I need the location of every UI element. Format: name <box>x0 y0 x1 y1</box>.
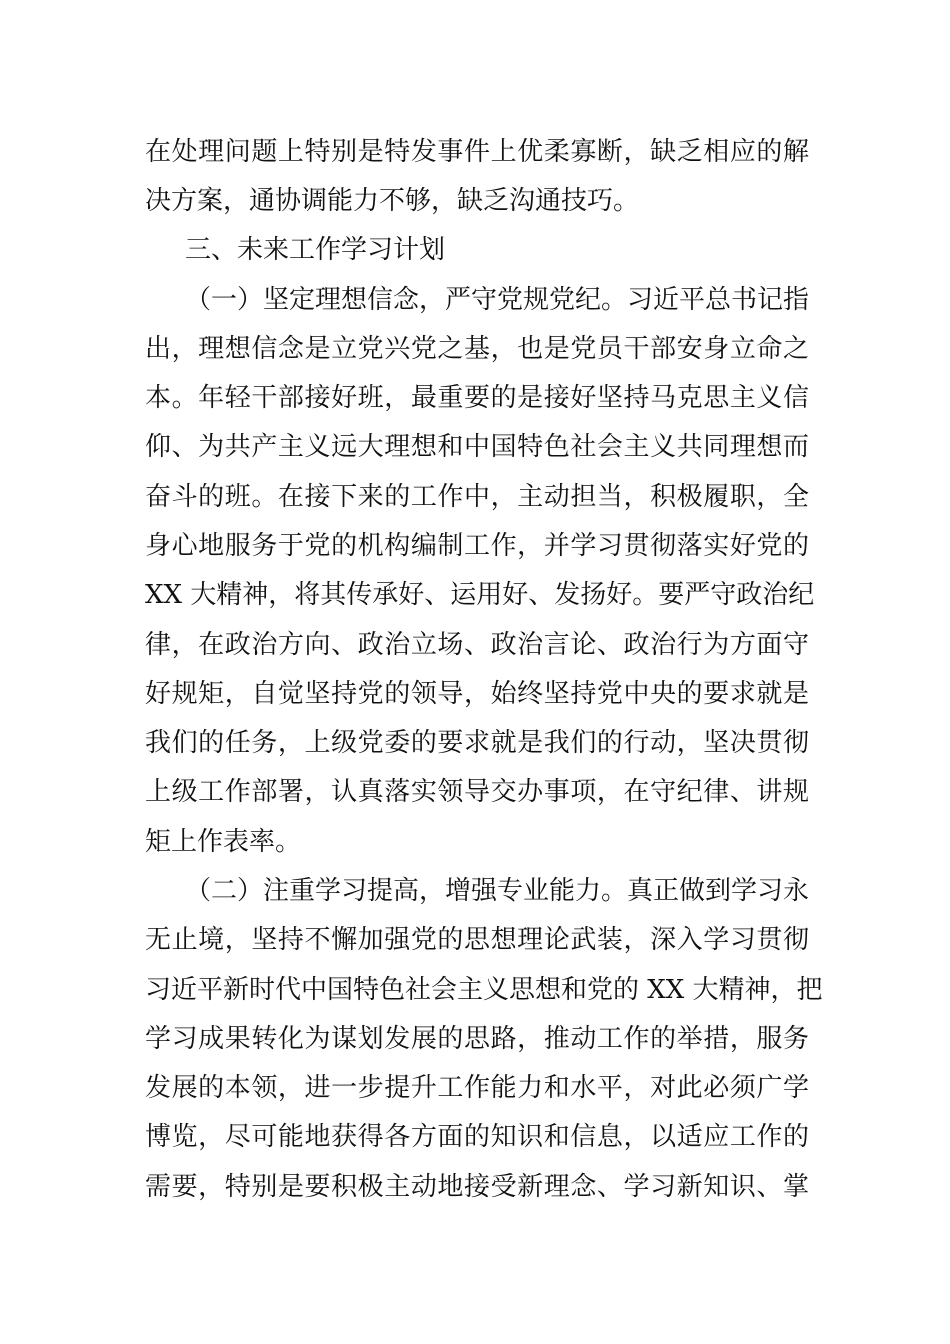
text-line-20: 发展的本领，进一步提升工作能力和水平，对此必须广学 <box>145 1073 809 1103</box>
text-line-16: （二）注重学习提高，增强专业能力。真正做到学习永 <box>185 876 810 906</box>
text-line-2: 决方案，通协调能力不够，缺乏沟通技巧。 <box>145 186 640 216</box>
text-line-1: 在处理问题上特别是特发事件上优柔寡断，缺乏相应的解 <box>145 137 809 167</box>
text-line-12: 好规矩，自觉坚持党的领导，始终坚持党中央的要求就是 <box>145 679 809 709</box>
text-line-9: 身心地服务于党的机构编制工作，并学习贯彻落实好党的 <box>145 531 809 561</box>
text-line-19: 学习成果转化为谋划发展的思路，推动工作的举措，服务 <box>145 1024 809 1054</box>
text-line-22: 需要，特别是要积极主动地接受新理念、学习新知识、掌 <box>145 1172 809 1202</box>
text-line-18: 习近平新时代中国特色社会主义思想和党的 XX 大精神，把 <box>145 975 823 1005</box>
text-line-13: 我们的任务，上级党委的要求就是我们的行动，坚决贯彻 <box>145 728 809 758</box>
text-line-4: （一）坚定理想信念，严守党规党纪。习近平总书记指 <box>185 285 810 315</box>
text-line-10: XX 大精神，将其传承好、运用好、发扬好。要严守政治纪 <box>145 580 815 610</box>
text-line-14: 上级工作部署，认真落实领导交办事项，在守纪律、讲规 <box>145 777 809 807</box>
text-line-11: 律，在政治方向、政治立场、政治言论、政治行为方面守 <box>145 630 809 660</box>
text-line-21: 博览，尽可能地获得各方面的知识和信息，以适应工作的 <box>145 1122 809 1152</box>
text-line-6: 本。年轻干部接好班，最重要的是接好坚持马克思主义信 <box>145 383 809 413</box>
text-line-15: 矩上作表率。 <box>145 827 302 857</box>
text-line-8: 奋斗的班。在接下来的工作中，主动担当，积极履职，全 <box>145 482 809 512</box>
text-line-7: 仰、为共产主义远大理想和中国特色社会主义共同理想而 <box>145 432 809 462</box>
text-line-5: 出，理想信念是立党兴党之基，也是党员干部安身立命之 <box>145 334 809 364</box>
section-heading: 三、未来工作学习计划 <box>185 235 446 265</box>
text-line-17: 无止境，坚持不懈加强党的思想理论武装，深入学习贯彻 <box>145 925 809 955</box>
